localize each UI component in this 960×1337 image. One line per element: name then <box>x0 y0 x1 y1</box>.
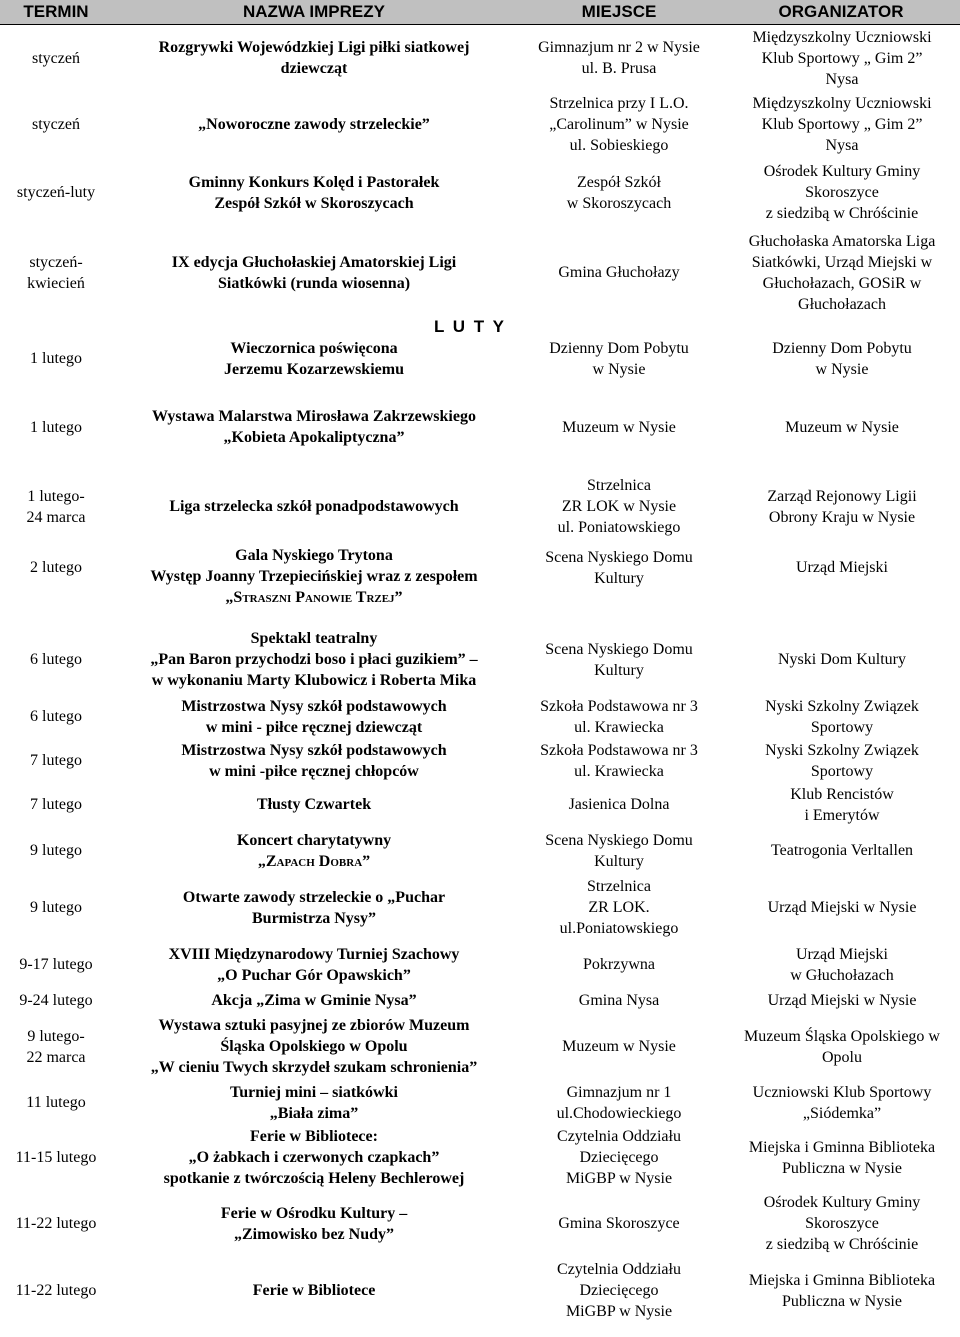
event-date: styczeń- kwiecień <box>27 253 85 292</box>
event-name-band: „Straszni Panowie Trzej” <box>225 588 403 606</box>
month-heading: L U T Y <box>434 317 506 336</box>
table-row <box>0 1191 960 1257</box>
event-name: Rozgrywki Wojewódzkiej Ligi piłki siatkowej dziewcząt <box>158 39 470 78</box>
table-row <box>0 25 960 92</box>
event-organizer: Nyski Szkolny Związek Sportowy <box>765 697 919 736</box>
event-organizer: Urząd Miejski <box>796 558 888 576</box>
event-name-text: Koncert charytatywny <box>236 831 392 849</box>
event-place: Gimnazjum nr 1 ul.Chodowieckiego <box>556 1083 682 1122</box>
event-place: Jasienica Dolna <box>568 796 670 813</box>
table-row <box>0 875 960 941</box>
event-name: Gminny Konkurs Kolęd i Pastorałek Zespół Szkół w Skoroszycach <box>188 173 440 212</box>
event-organizer: Urząd Miejski w Nysie <box>767 992 917 1009</box>
event-place: Scena Nyskiego Domu Kultury <box>545 548 693 587</box>
table-row <box>0 827 960 875</box>
event-name: Wystawa Malarstwa Mirosława Zakrzewskiego „Kobieta Apokaliptyczna” <box>152 408 476 446</box>
event-name: Tłusty Czwartek <box>256 796 372 813</box>
event-name: Akcja „Zima w Gminie Nysa” <box>211 992 417 1009</box>
table-row <box>0 336 960 382</box>
event-place: Scena Nyskiego Domu Kultury <box>545 831 693 870</box>
event-place: Szkoła Podstawowa nr 3 ul. Krawiecka <box>540 697 698 736</box>
event-date: 11-22 lutego <box>15 1215 97 1232</box>
event-organizer: Ośrodek Kultury Gminy Skoroszyce z siedzibą w Chróścinie <box>763 163 921 222</box>
table-row <box>0 783 960 827</box>
event-date: 9 lutego <box>30 842 82 859</box>
event-place: Muzeum w Nysie <box>562 1038 676 1055</box>
header-miejsce: MIEJSCE <box>516 0 722 25</box>
event-place: Gmina Nysa <box>578 992 660 1009</box>
event-name: IX edycja Głuchołaskiej Amatorskiej Ligi Siatkówki (runda wiosenna) <box>171 253 457 292</box>
event-name: Spektakl teatralny „Pan Baron przychodzi boso i płaci guzikiem” – w wykonaniu Marty Klubowicz i Roberta Mika <box>150 630 478 689</box>
event-date: 1 lutego <box>30 350 82 367</box>
event-date: 1 lutego <box>30 418 82 436</box>
event-place: Muzeum w Nysie <box>562 418 676 436</box>
month-row <box>0 318 960 336</box>
event-name: XVIII Międzynarodowy Turniej Szachowy „O Puchar Gór Opawskich” <box>168 945 460 984</box>
event-organizer: Nyski Szkolny Związek Sportowy <box>765 741 919 780</box>
event-name: Mistrzostwa Nysy szkół podstawowych w mini - piłce ręcznej dziewcząt <box>181 697 447 736</box>
event-organizer: Urząd Miejski w Głuchołazach <box>790 945 894 984</box>
table-row <box>0 541 960 625</box>
event-place: Scena Nyskiego Domu Kultury <box>545 640 693 679</box>
event-place: Czytelnia Oddziału Dziecięcego MiGBP w Nysie <box>557 1261 681 1320</box>
event-name: Liga strzelecka szkół ponadpodstawowych <box>169 498 459 515</box>
table-row <box>0 92 960 158</box>
event-organizer: Teatrogonia Verltallen <box>770 842 914 859</box>
event-date: 9 lutego <box>30 899 82 916</box>
event-date: 7 lutego <box>30 796 82 813</box>
event-organizer: Międzyszkolny Uczniowski Klub Sportowy „ Gim 2” Nysa <box>752 95 932 154</box>
header-nazwa: NAZWA IMPREZY <box>112 0 516 25</box>
table-row <box>0 382 960 473</box>
event-date: 7 lutego <box>30 752 82 769</box>
event-name: Ferie w Bibliotece <box>252 1282 376 1299</box>
header-termin: TERMIN <box>0 0 112 25</box>
event-date: 6 lutego <box>30 708 82 725</box>
event-date: 6 lutego <box>30 651 82 668</box>
event-name: Wieczornica poświęcona Jerzemu Kozarzewskiemu <box>224 339 404 378</box>
event-place: Szkoła Podstawowa nr 3 ul. Krawiecka <box>540 741 698 780</box>
event-name <box>112 827 516 875</box>
event-organizer: Muzeum Śląska Opolskiego w Opolu <box>744 1027 940 1066</box>
event-name: Ferie w Bibliotece: „O żabkach i czerwonych czapkach” spotkanie z twórczością Heleny Bechlerowej <box>163 1128 465 1187</box>
event-date: 11-15 lutego <box>15 1149 97 1166</box>
table-row <box>0 1125 960 1191</box>
event-organizer: Muzeum w Nysie <box>785 418 899 436</box>
table-row <box>0 1081 960 1125</box>
event-name <box>112 541 516 625</box>
table-row <box>0 989 960 1013</box>
event-place: Gmina Skoroszyce <box>558 1215 680 1232</box>
event-place: Strzelnica przy I L.O. „Carolinum” w Nysie ul. Sobieskiego <box>549 95 689 154</box>
event-organizer: Uczniowski Klub Sportowy „Siódemka” <box>752 1083 932 1122</box>
event-name: Wystawa sztuki pasyjnej ze zbiorów Muzeum Śląska Opolskiego w Opolu „W cieniu Twych skrzydeł szukam schronienia” <box>150 1017 478 1076</box>
event-place: Gimnazjum nr 2 w Nysie ul. B. Prusa <box>538 39 700 78</box>
event-place: Gmina Głuchołazy <box>558 264 680 281</box>
table-row <box>0 625 960 695</box>
event-place: Strzelnica ZR LOK w Nysie ul. Poniatowskiego <box>557 477 681 536</box>
event-organizer: Zarząd Rejonowy Ligii Obrony Kraju w Nysie <box>767 487 917 526</box>
table-row <box>0 1013 960 1081</box>
event-place: Pokrzywna <box>583 956 655 973</box>
event-name: Ferie w Ośrodku Kultury – „Zimowisko bez Nudy” <box>220 1204 408 1243</box>
event-date: 1 lutego- 24 marca <box>26 487 86 526</box>
event-organizer: Nyski Dom Kultury <box>778 651 906 668</box>
event-place: Dzienny Dom Pobytu w Nysie <box>549 339 689 378</box>
event-organizer: Miejska i Gminna Biblioteka Publiczna w Nysie <box>748 1138 936 1177</box>
table-row <box>0 158 960 228</box>
event-date: 9-24 lutego <box>19 992 93 1009</box>
event-place: Czytelnia Oddziału Dziecięcego MiGBP w Nysie <box>557 1128 681 1187</box>
event-date: 9 lutego- 22 marca <box>26 1027 86 1066</box>
event-organizer: Międzyszkolny Uczniowski Klub Sportowy „ Gim 2” Nysa <box>752 28 932 88</box>
event-name-title: „Zapach Dobra” <box>257 852 371 870</box>
event-organizer: Dzienny Dom Pobytu w Nysie <box>772 339 912 378</box>
event-date: styczeń <box>32 116 80 133</box>
event-organizer: Ośrodek Kultury Gminy Skoroszyce z siedzibą w Chróścinie <box>763 1194 921 1253</box>
event-date: 9-17 lutego <box>19 956 93 973</box>
event-date: 11-22 lutego <box>15 1282 97 1299</box>
event-organizer: Głuchołaska Amatorska Liga Siatkówki, Urząd Miejski w Głuchołazach, GOSiR w Głuchołazach <box>748 232 936 313</box>
table-row <box>0 473 960 541</box>
event-place: Zespół Szkół w Skoroszycach <box>566 173 672 212</box>
event-name: Mistrzostwa Nysy szkół podstawowych w mini -piłce ręcznej chłopców <box>181 741 447 780</box>
table-row <box>0 739 960 783</box>
header-row <box>0 0 960 25</box>
table-row <box>0 1257 960 1325</box>
event-place: Strzelnica ZR LOK. ul.Poniatowskiego <box>559 878 679 937</box>
table-row <box>0 228 960 318</box>
header-organizator: ORGANIZATOR <box>722 0 960 25</box>
event-organizer: Miejska i Gminna Biblioteka Publiczna w Nysie <box>748 1271 936 1310</box>
event-date: styczeń <box>32 49 80 67</box>
event-name-text: Gala Nyskiego Trytona Występ Joanny Trzepiecińskiej wraz z zespołem <box>150 546 478 585</box>
event-name: Otwarte zawody strzeleckie o „Puchar Burmistrza Nysy” <box>182 888 446 927</box>
event-name: Turniej mini – siatkówki „Biała zima” <box>230 1083 398 1122</box>
table-row <box>0 695 960 739</box>
event-name: „Noworoczne zawody strzeleckie” <box>198 116 430 133</box>
event-organizer: Klub Rencistów i Emerytów <box>790 785 894 824</box>
event-organizer: Urząd Miejski w Nysie <box>767 899 917 916</box>
event-date: styczeń-luty <box>16 184 96 201</box>
event-date: 2 lutego <box>30 558 82 576</box>
table-row <box>0 941 960 989</box>
event-date: 11 lutego <box>26 1094 86 1111</box>
